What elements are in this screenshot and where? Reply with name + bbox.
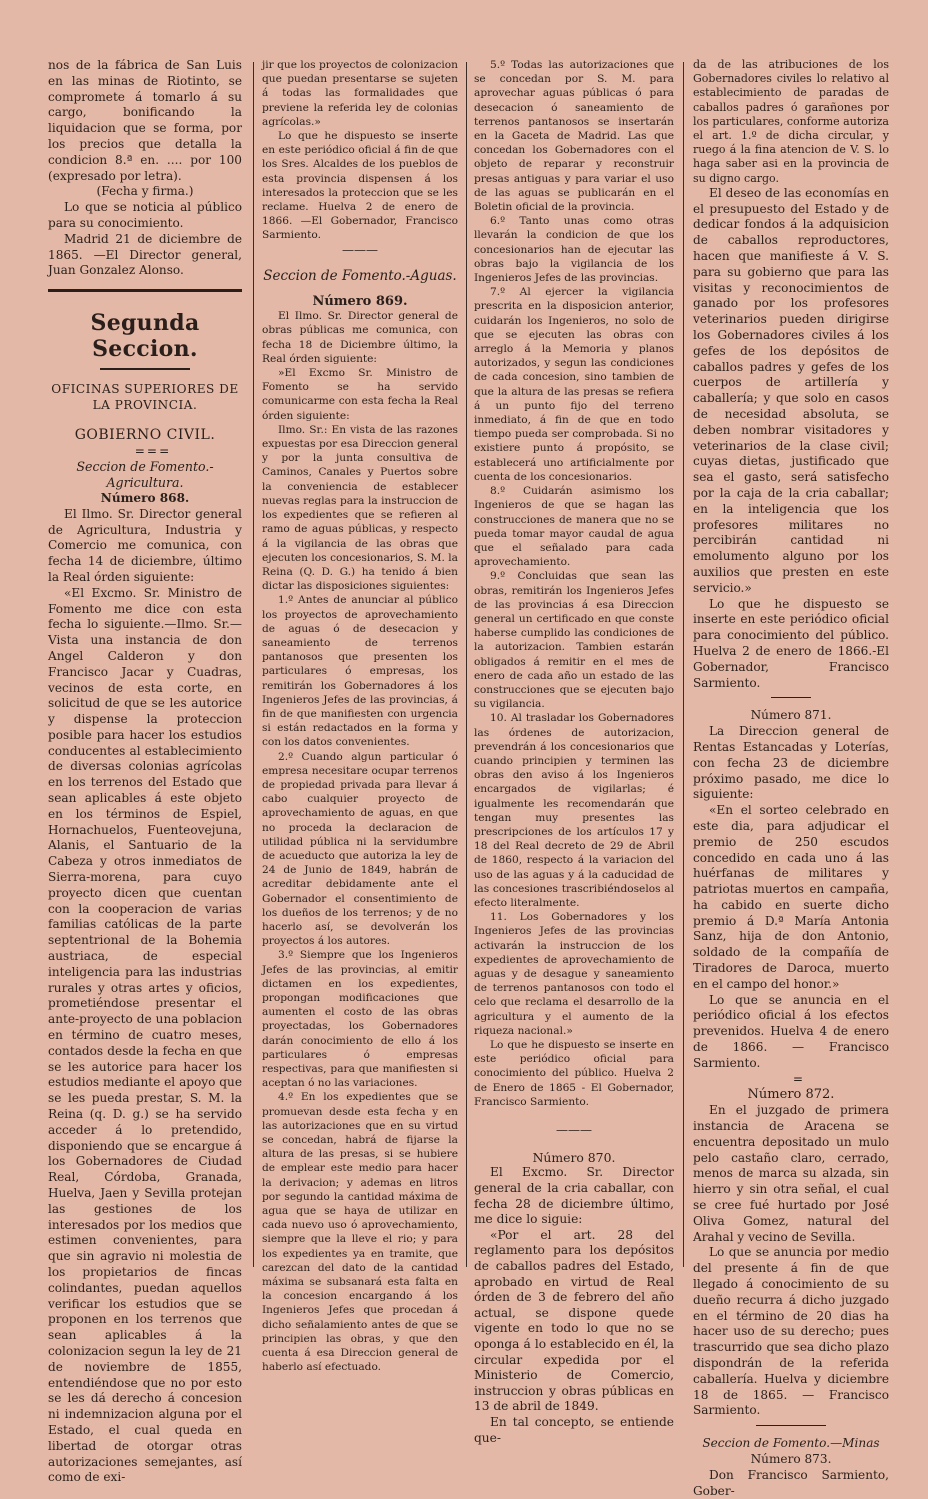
column-rule — [683, 62, 684, 1267]
section-title: Segunda Seccion. — [90, 310, 200, 363]
paragraph: 11. Los Gobernadores y los Ingenieros Jefes de las provincias activarán la instruccion de los expedientes de aprovechamiento de aguas y de desague y saneamiento de terrenos pantanosos con todo el celo que reclama el desarrollo de la agricultura y el aumento de la riqueza nacional.» — [474, 911, 674, 1037]
signature-note: (Fecha y firma.) — [96, 184, 194, 199]
divider-dash: ——— — [342, 242, 378, 257]
paragraph: 5.º Todas las autorizaciones que se concedan por S. M. para aprovechar aguas públicas ó para desecacion ó saneamiento de terrenos pantanosos se insertarán en la Gaceta de Madrid. Las que concedan los Gobernadores con el objeto de reparar y reconstruir presas antiguas y para variar el uso de las aguas se publicarán en el Boletin oficial de la provincia. — [474, 59, 674, 214]
paragraph: Lo que se anuncia por medio del presente á fin de que llegado á conocimiento de su dueño recurra á dicho juzgado en el término de 20 dias ha hacer uso de su derecho; pues trascurrido que sea dicho plazo dispondrán de la referida caballería. Huelva y diciembre 18 de 1865. — Francisco Sarmiento. — [693, 1245, 889, 1418]
section-subtitle: Seccion de Fomento.-Agricultura. — [76, 459, 214, 491]
paragraph: Lo que se anuncia en el periódico oficial á los efectos prevenidos. Huelva 4 de enero de 1866. — Francisco Sarmiento. — [693, 992, 889, 1070]
paragraph: 6.º Tanto unas como otras llevarán la condicion de que los concesionarios han de ejecutar las obras bajo la vigilancia de los Ingenieros Jefes de las provincias. — [474, 215, 674, 285]
paragraph: 7.º Al ejercer la vigilancia prescrita en la disposicion anterior, cuidarán los Ingenieros, no solo de que se ejecuten las obras con arreglo á la Memoria y planos autorizados, y segun las condiciones de cada concesion, sino tambien de que la altura de las presas se refiera á un punto fijo del terreno inmediato, á fin de que en todo tiempo pueda ser comprobada. Si no existiere punto á propósito, se establecerá uno artificialmente por cuenta de los concesionarios. — [474, 286, 674, 483]
ornament-eq: === — [134, 443, 172, 458]
paragraph: Lo que he dispuesto se inserte en este periódico oficial á fin de que los Sres. Alcaldes de los pueblos de esta provincia dispensen á los interesados la proteccion que se les reclame. Huelva 2 de enero de 1866. —El Gobernador, Francisco Sarmiento. — [262, 130, 458, 242]
divider-line — [771, 697, 811, 698]
notice-number: Número 869. — [312, 294, 408, 310]
section-subtitle: Seccion de Fomento.—Minas — [702, 1436, 880, 1451]
paragraph: El Excmo. Sr. Director general de la cria caballar, con fecha 28 de diciembre último, me dice lo siguie: — [474, 1165, 674, 1227]
paragraph: 1.º Antes de anunciar al público los proyectos de aprovechamiento de aguas ó de desecacion y saneamiento de terrenos pantanosos que presenten los particulares ó empresas, los remitirán los Gobernadores á los Ingenieros Jefes de las provincias, á fin de que manifiesten con urgencia si están redactados en la forma y con los datos convenientes. — [262, 594, 458, 749]
column-1 — [48, 58, 242, 1485]
divider-line — [756, 1425, 826, 1426]
notice-number: Número 873. — [750, 1451, 832, 1466]
column-2 — [262, 58, 458, 1374]
paragraph: El Ilmo. Sr. Director general de Agricultura, Industria y Comercio me comunica, con fecha 14 de diciembre, último la Real órden siguiente: — [48, 506, 242, 584]
notice-number: Número 871. — [750, 708, 832, 723]
ornament-rule — [100, 368, 190, 370]
government-heading: GOBIERNO CIVIL. — [74, 426, 216, 443]
paragraph: «Por el art. 28 del reglamento para los depósitos de caballos padres del Estado, aprobado en virtud de Real órden de 3 de febrero del año actual, se dispone quede vigente en todo lo que no se oponga á lo establecido en él, la circular expedida por el Ministerio de Comercio, instruccion y obras públicas en 13 de abril de 1849. — [474, 1227, 674, 1414]
paragraph: Don Francisco Sarmiento, Gober- — [693, 1467, 889, 1498]
column-rule — [253, 62, 254, 1267]
paragraph: En el juzgado de primera instancia de Aracena se encuentra depositado un mulo pelo castaño claro, cerrado, menos de marca su alzada, sin hierro y sin otra señal, el cual se cree fué hurtado por José Oliva Gomez, natural del Arahal y vecino de Sevilla. — [693, 1103, 889, 1244]
paragraph: El deseo de las economías en el presupuesto del Estado y de dedicar fondos á la adquisicion de caballos reproductores, hacen que manifieste á V. S. para su gobierno que para las visitas y reconocimientos de ganado por los profesores veterinarios pueden dirigirse los Gobernadores civiles á los gefes de los depósitos de caballos padres y gefes de los cuerpos de artillería y caballería; y que solo en casos de necesidad absoluta, se deben nombrar visitadores y veterinarios de la clase civil; cuyas dietas, justificado que sea el gasto, será satisfecho por la caja de la cria caballar; en la inteligencia que los profesores militares no percibirán cantidad ni emolumento alguno por los auxilios que presten en este servicio.» — [693, 185, 889, 595]
notice-number: Número 868. — [100, 490, 190, 505]
paragraph: «En el sorteo celebrado en este dia, para adjudicar el premio de 250 escudos concedido en cada uno á las huérfanas de militares y patriotas muertos en campaña, ha cabido en suerte dicho premio á D.ª María Antonia Sanz, hija de don Antonio, soldado de la compañía de Tiradores de Daroca, muerto en el campo del honor.» — [693, 803, 889, 991]
paragraph: Lo que he dispuesto se inserte en este periódico oficial para conocimiento del público. Huelva 2 de enero de 1866.-El Gobernador, Francisco Sarmiento. — [693, 596, 889, 690]
paragraph: da de las atribuciones de los Gobernadores civiles lo relativo al establecimiento de paradas de caballos padres ó garañones por los particulares, conforme autoriza el art. 1.º de dicha circular, y ruego á la fina atencion de V. S. lo haga saber asi en la provincia de su digno cargo. — [693, 58, 889, 185]
ornament-eq: = — [792, 1071, 806, 1086]
divider-dash: ——— — [556, 1123, 592, 1138]
column-4 — [693, 58, 889, 1498]
paragraph: «El Excmo. Sr. Ministro de Fomento me dice con esta fecha lo siguiente.—Ilmo. Sr.—Vista una instancia de don Angel Calderon y don Francisco Jacar y Cuadras, vecinos de esta corte, en solicitud de que se les autorice y dispense la proteccion posible para hacer los estudios conducentes al establecimiento de diversas colonias agrícolas en los terrenos del Estado que sean aplicables á este objeto en los términos de Espiel, Hornachuelos, Fuenteovejuna, Alanis, el Santuario de la Cabeza y otros inmediatos de Sierra-morena, para cuyo proyecto dicen que cuentan con la cooperacion de varias familias católicas de la parte septentrional de la Bohemia austriaca, de especial inteligencia para las industrias rurales y otras artes y oficios, prometiéndose presentar el ante-proyecto de una poblacion en término de cuatro meses, contados desde la fecha en que se les autorice para hacer los estudios mediante el apoyo que se les pueda prestar, S. M. la Reina (q. D. g.) se ha servido acceder á lo pretendido, disponiendo que se encargue á los Gobernadores de Ciudad Real, Córdoba, Granada, Huelva, Jaen y Sevilla protejan las gestiones de los interesados por los medios que estimen convenientes, para que sin agravio ni molestia de los propietarios de fincas colindantes, puedan aquellos verificar los estudios que se proponen en los terrenos que sean aplicables á la colonizacion segun la ley de 21 de noviembre de 1855, entendiéndose que no por esto se les dá derecho á concesion ni indemnizacion alguna por el Estado, el cual queda en libertad de otorgar otras autorizaciones semejantes, así como de exi- — [48, 585, 242, 1485]
office-heading: OFICINAS SUPERIORES DE LA PROVINCIA. — [51, 382, 239, 412]
paragraph: Lo que he dispuesto se inserte en este periódico oficial para conocimiento del público. Huelva 2 de Enero de 1865 - El Gobernador, Francisco Sarmiento. — [474, 1039, 674, 1108]
paragraph: En tal concepto, se entiende que- — [474, 1414, 674, 1445]
paragraph: nos de la fábrica de San Luis en las minas de Riotinto, se compromete á tomarlo á su cargo, bonificando la liquidacion que se forma, por los precios que detalla la condicion 8.ª en. .... por 100 (expresado por letra). — [48, 58, 242, 183]
paragraph: Lo que se noticia al público para su conocimiento. — [48, 200, 242, 230]
section-divider — [48, 289, 242, 292]
paragraph: jir que los proyectos de colonizacion que puedan presentarse se sujeten á todas las formalidades que previene la referida ley de colonias agrícolas.» — [262, 59, 458, 128]
paragraph: El Ilmo. Sr. Director general de obras públicas me comunica, con fecha 18 de Diciembre último, la Real órden siguiente: — [262, 310, 458, 365]
paragraph: Ilmo. Sr.: En vista de las razones expuestas por esa Direccion general y por la junta consultiva de Caminos, Canales y Puertos sobre la conveniencia de establecer nuevas reglas para la instruccion de los expedientes que se refieren al ramo de aguas públicas, y respecto á la vigilancia de las obras que ejecuten los concesionarios, S. M. la Reina (Q. D. G.) ha tenido á bien dictar las disposiciones siguientes: — [262, 423, 458, 593]
paragraph: La Direccion general de Rentas Estancadas y Loterías, con fecha 23 de diciembre próximo pasado, me dice lo siguiente: — [693, 724, 889, 802]
paragraph: 10. Al trasladar los Gobernadores las órdenes de autorizacion, prevendrán á los concesionarios que cuando principien y terminen las obras den aviso á los Ingenieros encargados de vigilarlas; é igualmente les recomendarán que tengan muy presentes las prescripciones de los artículos 17 y 18 del Real decreto de 29 de Abril de 1860, respecto á la variacion del uso de las aguas y á la caducidad de las concesiones trascribiéndoselos al efecto literalmente. — [474, 712, 674, 909]
notice-number: Número 872. — [747, 1087, 835, 1103]
paragraph: 3.º Siempre que los Ingenieros Jefes de las provincias, al emitir dictamen en los expedientes, propongan modificaciones que aumenten el costo de las obras proyectadas, los Gobernadores darán conocimiento de ello á los particulares ó empresas respectivas, para que manifiesten si aceptan ó no las variaciones. — [262, 949, 458, 1090]
column-rule — [466, 62, 467, 1267]
notice-number: Número 870. — [532, 1150, 616, 1166]
paragraph: 9.º Concluidas que sean las obras, remitirán los Ingenieros Jefes de las provincias á esa Direccion general un certificado en que conste haberse cumplido las condiciones de la autorizacion. Tambien estarán obligados á remitir en el mes de enero de cada año un estado de las construcciones que se ejecuten bajo su vigilancia. — [474, 570, 674, 711]
paragraph: 8.º Cuidarán asimismo los Ingenieros de que se hagan las construcciones de manera que no se pueda tomar mayor caudal de agua que el señalado para cada aprovechamiento. — [474, 485, 674, 569]
section-subtitle: Seccion de Fomento.-Aguas. — [263, 267, 457, 284]
column-3 — [474, 58, 674, 1445]
paragraph: 2.º Cuando algun particular ó empresa necesitare ocupar terrenos de propiedad privada para llevar á cabo cualquier proyecto de aprovechamiento de aguas, en que no proceda la declaracion de utilidad pública ni la servidumbre de acueducto que autoriza la ley de 24 de Junio de 1849, habrán de acreditar debidamente ante el Gobernador el consentimiento de los dueños de los terrenos; y de no hacerlo así, se devolverán los proyectos á los autores. — [262, 750, 458, 948]
paragraph: Madrid 21 de diciembre de 1865. —El Director general, Juan Gonzalez Alonso. — [48, 231, 242, 278]
paragraph: 4.º En los expedientes que se promuevan desde esta fecha y en las autorizaciones que en su virtud se concedan, habrá de fijarse la altura de las presas, si se hubiere de emplear este medio para hacer la derivacion; y ademas en litros por segundo la cantidad máxima de agua que se haya de utilizar en cada nuevo uso ó aprovechamiento, siempre que la lleve el rio; y para los expedientes ya en tramite, que carezcan del dato de la cantidad máxima se subsanará esta falta en la concesion encargando á los Ingenieros Jefes que procedan á dicho señalamiento antes de que se principien las obras, y que den cuenta á esa Direccion general de haberlo así efectuado. — [262, 1091, 458, 1374]
paragraph: »El Excmo Sr. Ministro de Fomento se ha servido comunicarme con esta fecha la Real órden siguiente: — [262, 367, 458, 422]
